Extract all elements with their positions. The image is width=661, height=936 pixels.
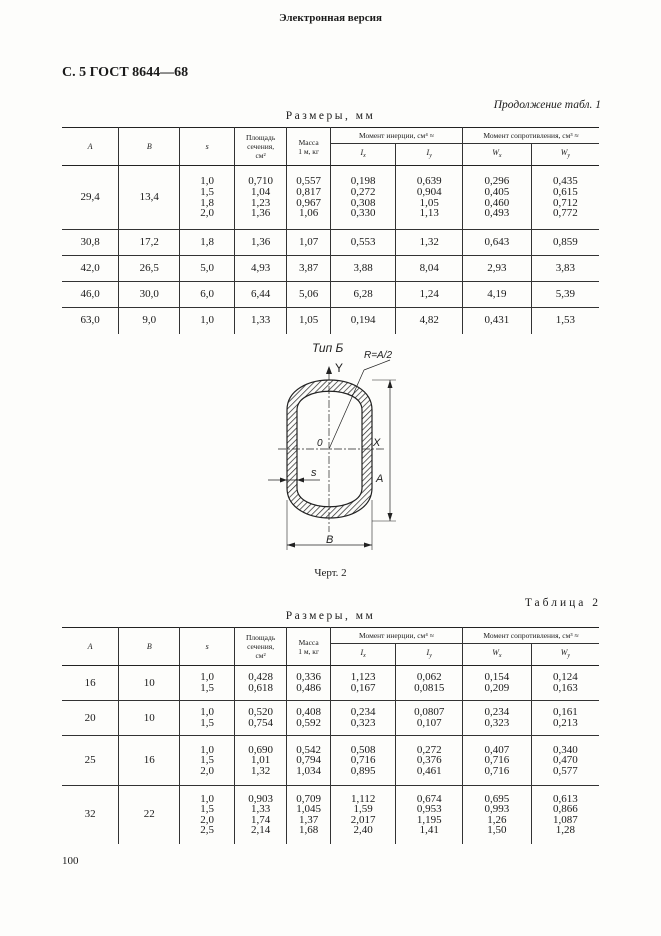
table-row bbox=[62, 166, 599, 230]
cell-s: 1,0 1,5 2,0 bbox=[180, 736, 235, 786]
cell-area: 0,710 1,04 1,23 1,36 bbox=[234, 166, 286, 230]
type-label: Тип Б bbox=[312, 341, 344, 355]
drawing-caption: Черт. 2 bbox=[314, 567, 347, 579]
col-header-inertia: Момент инерции, см⁴ ≈ bbox=[330, 128, 462, 144]
table-row bbox=[62, 282, 599, 308]
cell-s: 5,0 bbox=[180, 256, 235, 282]
cell-b: 26,5 bbox=[119, 256, 180, 282]
cell-a: 29,4 bbox=[62, 166, 119, 230]
cell-area: 0,428 0,618 bbox=[234, 666, 286, 701]
cell-mass: 0,557 0,817 0,967 1,06 bbox=[287, 166, 331, 230]
cell-wx: 4,19 bbox=[462, 282, 531, 308]
cell-ix: 0,198 0,272 0,308 0,330 bbox=[330, 166, 395, 230]
cell-b: 10 bbox=[119, 666, 180, 701]
b-label: B bbox=[326, 534, 334, 546]
col-header-inertia: Момент инерции, см⁴ ≈ bbox=[330, 628, 462, 644]
x-label: X bbox=[373, 437, 381, 449]
col-header-a: A bbox=[62, 128, 119, 166]
col-header-a: A bbox=[62, 628, 119, 666]
cell-mass: 1,05 bbox=[287, 308, 331, 334]
cell-ix: 0,234 0,323 bbox=[330, 701, 395, 736]
cell-ix: 0,508 0,716 0,895 bbox=[330, 736, 395, 786]
radius-label: R=A/2 bbox=[364, 350, 393, 361]
cell-area: 4,93 bbox=[234, 256, 286, 282]
cell-s: 1,0 1,5 bbox=[180, 701, 235, 736]
cell-iy: 1,32 bbox=[396, 230, 463, 256]
col-header-mass: Масса 1 м, кг bbox=[287, 628, 331, 666]
cell-ix: 6,28 bbox=[330, 282, 395, 308]
cell-ix: 1,112 1,59 2,017 2,40 bbox=[330, 786, 395, 844]
cell-mass: 5,06 bbox=[287, 282, 331, 308]
table2 bbox=[62, 627, 599, 844]
cell-b: 13,4 bbox=[119, 166, 180, 230]
cell-wy: 1,53 bbox=[555, 314, 575, 327]
cell-ix: 0,553 bbox=[330, 230, 395, 256]
col-header-area: Площадь сечения, см² bbox=[234, 628, 286, 666]
cell-s: 1,8 bbox=[180, 230, 235, 256]
cell-wx: 2,93 bbox=[462, 256, 531, 282]
cell-wy: 0,859 bbox=[531, 230, 599, 256]
table1-continuation-label: Продолжение табл. 1 bbox=[493, 99, 601, 111]
cell-ix: 1,123 0,167 bbox=[330, 666, 395, 701]
cell-b: 10 bbox=[119, 701, 180, 736]
cell-area: 1,33 bbox=[234, 308, 286, 334]
col-header-wy: $W_y$ bbox=[531, 144, 599, 166]
cell-wx: 0,643 bbox=[462, 230, 531, 256]
col-header-ix: $I_x$ bbox=[330, 144, 395, 166]
cell-wy: 0,161 0,213 bbox=[531, 701, 599, 736]
cell-mass: 0,408 0,592 bbox=[287, 701, 331, 736]
cell-a: 46,0 bbox=[62, 282, 119, 308]
cell-wx: 0,695 0,993 1,26 1,50 bbox=[462, 786, 531, 844]
cell-iy: 1,24 bbox=[396, 282, 463, 308]
col-header-wx: $W_x$ bbox=[462, 144, 531, 166]
cell-b: 16 bbox=[119, 736, 180, 786]
cell-b: 22 bbox=[119, 786, 180, 844]
cell-wx: 0,154 0,209 bbox=[462, 666, 531, 701]
y-axis-arrow-icon bbox=[326, 366, 332, 374]
cell-a: 63,0 bbox=[62, 308, 119, 334]
cell-mass: 0,542 0,794 1,034 bbox=[287, 736, 331, 786]
col-header-resistance: Момент сопротивления, см³ ≈ bbox=[462, 128, 599, 144]
cell-iy: 0,674 0,953 1,195 1,41 bbox=[396, 786, 463, 844]
cell-wy: 3,83 bbox=[531, 256, 599, 282]
cell-iy: 8,04 bbox=[396, 256, 463, 282]
page-number: 100 bbox=[62, 855, 79, 867]
cell-a: 25 bbox=[62, 736, 119, 786]
cell-s: 1,0 1,5 bbox=[180, 666, 235, 701]
cell-a: 42,0 bbox=[62, 256, 119, 282]
col-header-area: Площадь сечения, см² bbox=[234, 128, 286, 166]
table-row bbox=[62, 256, 599, 282]
table1-size-label: Размеры, мм bbox=[285, 110, 376, 122]
cell-area: 0,520 0,754 bbox=[234, 701, 286, 736]
cell-s: 1,0 1,5 1,8 2,0 bbox=[180, 166, 235, 230]
cell-iy: 0,0807 0,107 bbox=[396, 701, 463, 736]
cell-wy: 0,124 0,163 bbox=[531, 666, 599, 701]
col-header-ix: $I_x$ bbox=[330, 644, 395, 666]
cell-area: 0,903 1,33 1,74 2,14 bbox=[234, 786, 286, 844]
cell-wx: 0,407 0,716 0,716 bbox=[462, 736, 531, 786]
cell-mass: 0,709 1,045 1,37 1,68 bbox=[287, 786, 331, 844]
table2-size-label: Размеры, мм bbox=[285, 610, 376, 622]
table-row bbox=[62, 736, 599, 786]
cell-s: 1,0 1,5 2,0 2,5 bbox=[180, 786, 235, 844]
cell-wy: 5,39 bbox=[531, 282, 599, 308]
cell-area: 0,690 1,01 1,32 bbox=[234, 736, 286, 786]
col-header-s: s bbox=[180, 628, 235, 666]
section-drawing-type-b bbox=[262, 335, 402, 557]
cell-wx: 0,296 0,405 0,460 0,493 bbox=[462, 166, 531, 230]
cell-b: 30,0 bbox=[119, 282, 180, 308]
cell-a: 16 bbox=[62, 666, 119, 701]
a-label: A bbox=[376, 473, 384, 485]
cell-b: 9,0 bbox=[119, 308, 180, 334]
cell-wx: 0,234 0,323 bbox=[462, 701, 531, 736]
page-heading: С. 5 ГОСТ 8644—68 bbox=[62, 65, 189, 80]
cell-ix: 3,88 bbox=[330, 256, 395, 282]
table-row bbox=[62, 786, 599, 844]
cell-ix: 0,194 bbox=[330, 308, 395, 334]
cell-mass: 3,87 bbox=[287, 256, 331, 282]
col-header-mass: Масса 1 м, кг bbox=[287, 128, 331, 166]
col-header-wy: $W_y$ bbox=[531, 644, 599, 666]
y-label: Y bbox=[335, 361, 344, 375]
table-row bbox=[62, 230, 599, 256]
s-label: s bbox=[311, 467, 317, 479]
col-header-wx: $W_x$ bbox=[462, 644, 531, 666]
table-row bbox=[62, 701, 599, 736]
cell-iy: 4,82 bbox=[396, 308, 463, 334]
col-header-iy: $I_y$ bbox=[396, 644, 463, 666]
cell-wx: 0,431 bbox=[462, 308, 531, 334]
col-header-resistance: Момент сопротивления, см³ ≈ bbox=[462, 628, 599, 644]
cell-s: 6,0 bbox=[180, 282, 235, 308]
cell-iy: 0,272 0,376 0,461 bbox=[396, 736, 463, 786]
top-header: Электронная версия bbox=[279, 12, 382, 24]
cell-wy: 0,435 0,615 0,712 0,772 bbox=[531, 166, 599, 230]
cell-wy: 0,340 0,470 0,577 bbox=[531, 736, 599, 786]
cell-b: 17,2 bbox=[119, 230, 180, 256]
col-header-iy: $I_y$ bbox=[396, 144, 463, 166]
cell-a: 20 bbox=[62, 701, 119, 736]
table-row bbox=[62, 666, 599, 701]
cell-wy: 0,613 0,866 1,087 1,28 bbox=[552, 792, 578, 837]
cell-iy: 0,639 0,904 1,05 1,13 bbox=[396, 166, 463, 230]
table1 bbox=[62, 127, 599, 334]
cell-mass: 1,07 bbox=[287, 230, 331, 256]
cell-mass: 0,336 0,486 bbox=[287, 666, 331, 701]
cell-area: 6,44 bbox=[234, 282, 286, 308]
cell-a: 30,8 bbox=[62, 230, 119, 256]
col-header-b: B bbox=[119, 128, 180, 166]
cell-a: 32 bbox=[62, 786, 119, 844]
cell-iy: 0,062 0,0815 bbox=[396, 666, 463, 701]
col-header-s: s bbox=[180, 128, 235, 166]
cell-area: 1,36 bbox=[234, 230, 286, 256]
table2-label: Таблица 2 bbox=[524, 597, 601, 609]
col-header-b: B bbox=[119, 628, 180, 666]
table-row bbox=[62, 308, 599, 334]
cell-s: 1,0 bbox=[180, 308, 235, 334]
origin-label: 0 bbox=[317, 438, 323, 449]
